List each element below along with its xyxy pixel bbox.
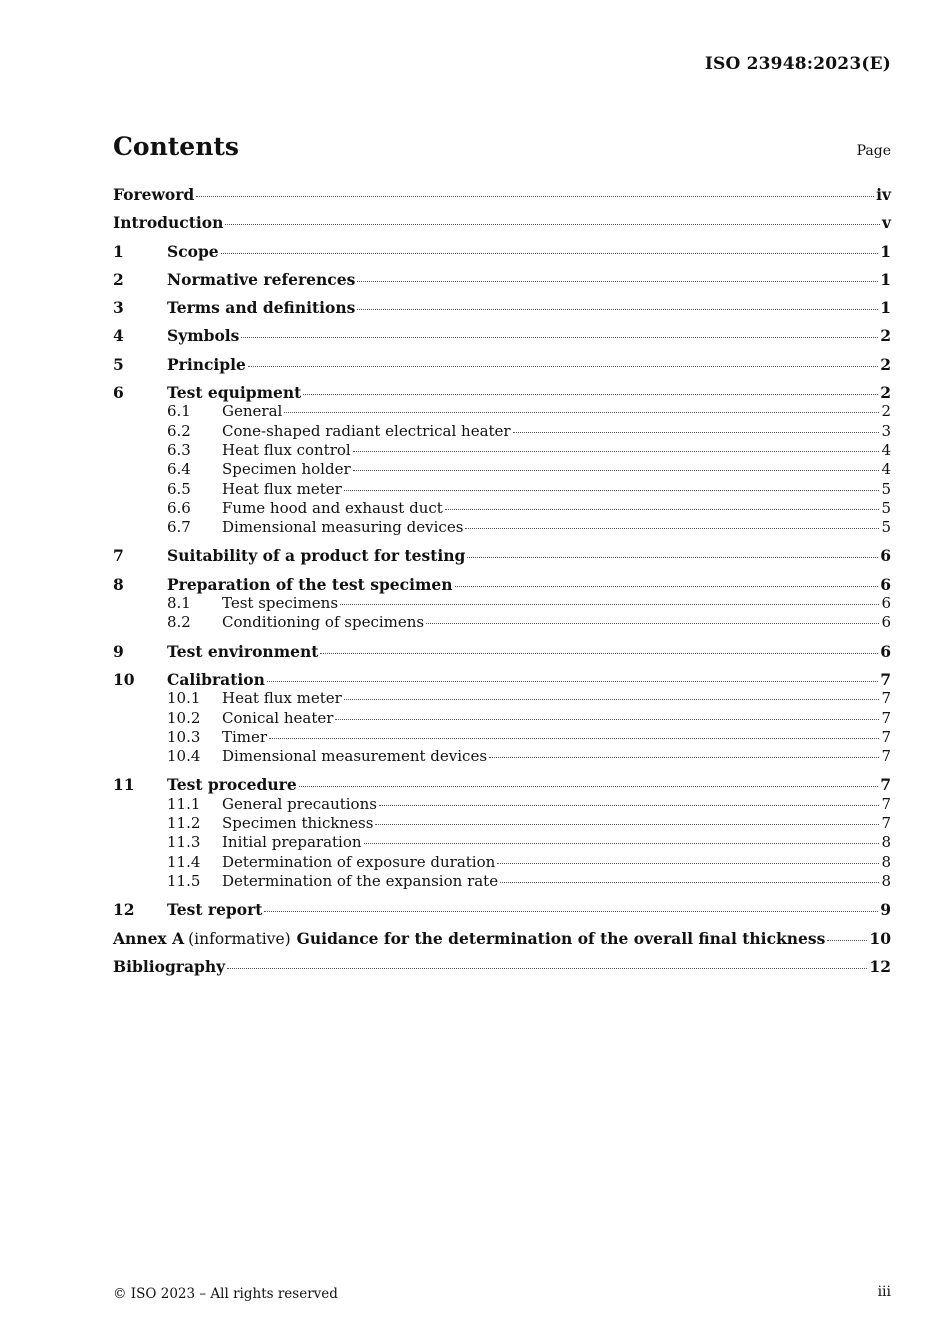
entry-page: 4	[881, 440, 891, 459]
entry-title: Conditioning of specimens	[222, 613, 425, 632]
subclause-number: 8.2	[167, 613, 191, 632]
entry-title: Dimensional measuring devices	[222, 518, 464, 537]
dot-leader	[241, 337, 878, 338]
entry-page: 6	[881, 613, 891, 632]
dot-leader	[227, 968, 867, 969]
entry-page: 7	[880, 669, 891, 689]
toc-entry-subclause[interactable]	[113, 402, 891, 421]
clause-number: 1	[113, 241, 124, 261]
entry-title: Heat flux meter	[222, 479, 342, 498]
dot-leader	[357, 309, 878, 310]
entry-title: Test report	[167, 900, 263, 920]
dot-leader	[364, 843, 880, 844]
entry-title: Normative references	[167, 269, 356, 289]
dot-leader	[196, 196, 874, 197]
dot-leader	[375, 824, 879, 825]
clause-number: 7	[113, 546, 124, 566]
entry-page: 7	[881, 794, 891, 813]
document-id: ISO 23948:2023(E)	[704, 54, 891, 74]
table-of-contents	[113, 185, 891, 976]
toc-entry-subclause[interactable]	[113, 480, 891, 499]
entry-title: Heat flux meter	[222, 689, 342, 708]
annex-prefix: Annex A	[113, 928, 185, 948]
subclause-number: 11.4	[167, 852, 201, 871]
entry-page: v	[881, 213, 891, 233]
subclause-number: 10.1	[167, 689, 201, 708]
subclause-number: 6.4	[167, 460, 191, 479]
entry-title: Introduction	[113, 213, 224, 233]
entry-page: 7	[880, 775, 891, 795]
entry-title: Test procedure	[167, 775, 297, 795]
toc-entry-clause[interactable]	[113, 298, 891, 317]
entry-title: General precautions	[222, 794, 377, 813]
entry-title: Heat flux control	[222, 440, 351, 459]
entry-page: 6	[881, 594, 891, 613]
toc-entry-subclause[interactable]	[113, 499, 891, 518]
dot-leader	[489, 757, 879, 758]
dot-leader	[500, 882, 879, 883]
entry-title: Guidance for the determination of the overall final thickness	[296, 928, 826, 948]
entry-page: 2	[880, 326, 891, 346]
entry-title: Scope	[167, 241, 219, 261]
dot-leader	[467, 557, 878, 558]
clause-number: 10	[113, 669, 135, 689]
clause-number: 9	[113, 641, 124, 661]
entry-page: 1	[880, 269, 891, 289]
subclause-number: 11.2	[167, 814, 201, 833]
dot-leader	[353, 470, 880, 471]
dot-leader	[267, 681, 878, 682]
toc-entry-clause[interactable]	[113, 575, 891, 594]
toc-entry-subclause[interactable]	[113, 709, 891, 728]
toc-entry-subclause[interactable]	[113, 872, 891, 891]
subclause-number: 6.1	[167, 402, 191, 421]
entry-title: Calibration	[167, 669, 265, 689]
dot-leader	[269, 738, 879, 739]
toc-entry-clause[interactable]	[113, 326, 891, 345]
toc-entry-subclause[interactable]	[113, 460, 891, 479]
toc-entry-subclause[interactable]	[113, 422, 891, 441]
entry-page: 6	[880, 641, 891, 661]
dot-leader	[299, 786, 879, 787]
toc-entry-subclause[interactable]	[113, 518, 891, 537]
subclause-number: 10.3	[167, 727, 201, 746]
dot-leader	[344, 699, 880, 700]
entry-page: 6	[880, 574, 891, 594]
entry-page: 6	[880, 546, 891, 566]
entry-title: Determination of exposure duration	[222, 852, 496, 871]
entry-page: 5	[881, 498, 891, 517]
toc-entry-foreword[interactable]	[113, 185, 891, 204]
entry-page: 7	[881, 689, 891, 708]
toc-entry-clause[interactable]	[113, 355, 891, 374]
entry-page: 7	[881, 747, 891, 766]
page-column-label: Page	[856, 143, 891, 159]
entry-title: Symbols	[167, 326, 240, 346]
entry-title: Foreword	[113, 185, 195, 204]
page-title: Contents	[113, 132, 240, 161]
subclause-number: 6.7	[167, 518, 191, 537]
entry-title: Test specimens	[222, 594, 339, 613]
dot-leader	[221, 253, 879, 254]
dot-leader	[465, 528, 879, 529]
dot-leader	[344, 490, 880, 491]
entry-title: Fume hood and exhaust duct	[222, 498, 443, 517]
toc-entry-clause[interactable]	[113, 270, 891, 289]
subclause-number: 11.3	[167, 833, 201, 852]
entry-page: 2	[880, 354, 891, 374]
toc-entry-clause[interactable]	[113, 642, 891, 661]
toc-entry-subclause[interactable]	[113, 689, 891, 708]
subclause-number: 10.2	[167, 708, 201, 727]
entry-page: 7	[881, 727, 891, 746]
entry-page: 8	[881, 833, 891, 852]
entry-page: 10	[869, 928, 891, 948]
subclause-number: 6.6	[167, 498, 191, 517]
entry-title: Conical heater	[222, 708, 334, 727]
entry-title: Test equipment	[167, 383, 302, 403]
entry-title: Principle	[167, 354, 246, 374]
clause-number: 3	[113, 298, 124, 318]
dot-leader	[225, 224, 880, 225]
toc-entry-bibliography[interactable]	[113, 957, 891, 976]
dot-leader	[827, 940, 867, 941]
entry-page: 8	[881, 871, 891, 890]
toc-entry-clause[interactable]	[113, 900, 891, 919]
entry-page: 12	[869, 956, 891, 976]
toc-entry-subclause[interactable]	[113, 441, 891, 460]
toc-entry-clause[interactable]	[113, 546, 891, 565]
clause-number: 2	[113, 269, 124, 289]
dot-leader	[340, 604, 879, 605]
dot-leader	[303, 394, 878, 395]
entry-title: Cone-shaped radiant electrical heater	[222, 421, 511, 440]
dot-leader	[379, 805, 880, 806]
toc-entry-subclause[interactable]	[113, 853, 891, 872]
toc-entry-subclause[interactable]	[113, 594, 891, 613]
dot-leader	[357, 281, 878, 282]
toc-entry-clause[interactable]	[113, 383, 891, 402]
entry-title: Dimensional measurement devices	[222, 747, 488, 766]
subclause-number: 8.1	[167, 594, 191, 613]
toc-entry-subclause[interactable]	[113, 728, 891, 747]
subclause-number: 6.5	[167, 479, 191, 498]
subclause-number: 10.4	[167, 747, 201, 766]
clause-number: 12	[113, 900, 135, 920]
toc-entry-annex[interactable]	[113, 929, 891, 948]
clause-number: 8	[113, 574, 124, 594]
toc-entry-clause[interactable]	[113, 670, 891, 689]
dot-leader	[264, 911, 878, 912]
subclause-number: 6.3	[167, 440, 191, 459]
dot-leader	[335, 719, 879, 720]
clause-number: 11	[113, 775, 135, 795]
annex-note: (informative)	[188, 929, 291, 948]
entry-page: 7	[881, 708, 891, 727]
entry-title: Preparation of the test specimen	[167, 574, 453, 594]
dot-leader	[497, 863, 879, 864]
entry-page: 4	[881, 460, 891, 479]
entry-page: 2	[880, 383, 891, 403]
clause-number: 6	[113, 383, 124, 403]
subclause-number: 11.1	[167, 794, 201, 813]
dot-leader	[445, 509, 880, 510]
entry-title: Initial preparation	[222, 833, 362, 852]
toc-entry-clause[interactable]	[113, 242, 891, 261]
dot-leader	[353, 451, 880, 452]
entry-page: 8	[881, 852, 891, 871]
copyright-notice: © ISO 2023 – All rights reserved	[113, 1286, 338, 1302]
entry-page: 9	[880, 900, 891, 920]
entry-title: General	[222, 402, 283, 421]
dot-leader	[248, 366, 878, 367]
toc-entry-clause[interactable]	[113, 775, 891, 794]
entry-title: Specimen thickness	[222, 814, 374, 833]
toc-entry-subclause[interactable]	[113, 747, 891, 766]
entry-page: 1	[880, 298, 891, 318]
dot-leader	[513, 432, 880, 433]
dot-leader	[320, 653, 878, 654]
entry-page: 5	[881, 518, 891, 537]
entry-title: Terms and definitions	[167, 298, 356, 318]
entry-title: Test environment	[167, 641, 319, 661]
toc-entry-introduction[interactable]	[113, 213, 891, 232]
entry-title: Timer	[222, 727, 268, 746]
toc-entry-subclause[interactable]	[113, 833, 891, 852]
dot-leader	[455, 586, 879, 587]
entry-title: Suitability of a product for testing	[167, 546, 466, 566]
entry-page: 7	[881, 814, 891, 833]
entry-page: 3	[881, 421, 891, 440]
entry-page: 1	[880, 241, 891, 261]
page-number: iii	[877, 1284, 891, 1300]
subclause-number: 6.2	[167, 421, 191, 440]
dot-leader	[426, 623, 879, 624]
entry-page: 2	[881, 402, 891, 421]
dot-leader	[284, 412, 879, 413]
entry-page: iv	[876, 185, 891, 204]
toc-entry-subclause[interactable]	[113, 814, 891, 833]
toc-entry-subclause[interactable]	[113, 795, 891, 814]
clause-number: 4	[113, 326, 124, 346]
subclause-number: 11.5	[167, 871, 201, 890]
entry-title: Specimen holder	[222, 460, 351, 479]
clause-number: 5	[113, 354, 124, 374]
entry-title: Bibliography	[113, 956, 226, 976]
entry-title: Determination of the expansion rate	[222, 871, 499, 890]
toc-entry-subclause[interactable]	[113, 613, 891, 632]
entry-page: 5	[881, 479, 891, 498]
